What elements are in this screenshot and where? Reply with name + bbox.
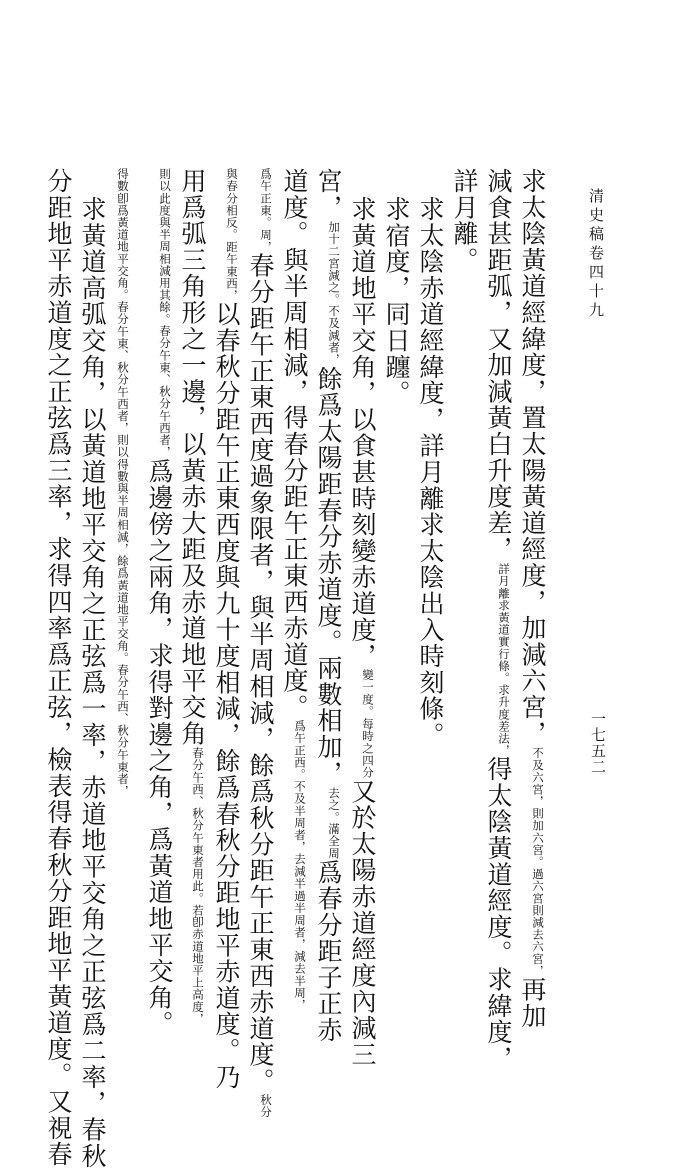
page-header-title: 清史稿卷四十九 [587,188,605,321]
main-text: 用爲弧三角形之一邊，以黃赤大距及赤道地平交角 [178,168,207,747]
annotation-line: 爲午正西。不及半周者，去減半 [293,720,307,890]
annotation-line: 不及減者， [327,305,341,366]
main-text: 爲春分距子正赤 [314,859,343,1044]
annotation-note [360,669,375,778]
text-column [114,168,130,797]
annotation-line: 去之。 [327,786,341,823]
annotation-line: 則以得數與半周相減，餘爲黃道地平交角。 [116,434,130,665]
text-column [248,168,273,1119]
annotation-line: 春分午西、秋分午東者用此。若 [191,746,205,917]
main-text: 爲邊傍之兩角，求得對邊之角，爲黃道地平交角。 [145,458,174,1038]
annotation-note [292,720,307,1010]
annotation-line: 過六宮則減去六宮， [531,867,545,977]
annotation-line: 加十二宮減之。 [327,220,341,306]
annotation-note [190,747,205,1025]
annotation-line: 不及六宮，則加六宮。 [531,746,545,868]
annotation-note [258,1094,273,1118]
annotation-note [496,563,511,757]
text-column [282,168,307,1011]
annotation-note [115,168,130,434]
text-column [520,168,545,1029]
annotation-line: 求升度差法， [497,683,511,757]
main-text: 春分距午正東西度過象限者，與半周相減，餘爲秋分距午正東西赤道度。 [246,252,275,1095]
annotation-note [326,787,341,860]
annotation-line: 變一度。 [361,669,375,718]
annotation-note [258,168,273,253]
main-text: 求太陰黃道經緯度，置太陽黃道經度，加減六宮， [518,168,547,747]
text-column [384,196,409,406]
main-text: 宮， [314,168,343,221]
text-column [46,168,71,1167]
annotation-line: 得數卽爲黃道地平交角。 [116,168,130,302]
annotation-note [326,221,341,366]
text-column [418,196,443,748]
main-text: 分距地平赤道度之正弦爲三率，求得四率爲正弦，檢表得春秋分距地平黃道度。又視春 [44,168,73,1168]
main-text: 詳月離。 [450,168,479,274]
annotation-line: 則以此度與半周相減用其餘。 [158,168,172,326]
text-column [180,168,205,1025]
page-number: 一七五二 [589,711,607,775]
main-text: 求宿度，同日躔。 [382,196,411,407]
annotation-line: 每時之四分 [361,717,375,779]
annotation-line: 卽赤道地平上高度， [191,916,205,1025]
main-text: 又於太陽赤道經度內減三 [348,778,377,1068]
annotation-line: 與春分相反。 [225,168,239,241]
annotation-line: 距午東西， [225,240,239,302]
main-text: 求太陰赤道經緯度，詳月離求太陰出入時刻條。 [416,196,445,749]
text-column [316,168,341,1043]
main-text: 減食甚距弧，又加減黃白升度差， [484,168,513,563]
main-text: 餘爲太陽距春分赤道度。兩數相加， [314,365,343,787]
text-column [214,168,239,1090]
annotation-note [224,168,239,301]
text-column [452,168,477,273]
main-text: 求黃道高弧交角，以黃道地平交角之正弦爲一率，赤道地平交角之正弦爲二率，春秋 [78,196,107,1169]
annotation-line: 過半周者，減去半周， [293,889,307,1011]
main-text: 得太陰黃道經度。求緯度， [484,756,513,1072]
text-column [147,168,172,1037]
main-text: 以春秋分距午正東西度與九十度相減，餘爲春秋分距地平赤道度。乃 [212,301,241,1091]
annotation-line: 詳月離求黃道實行條。 [497,562,511,684]
main-text: 求黃道地平交角，以食甚時刻變赤道度， [348,196,377,670]
annotation-note [115,434,130,797]
annotation-line: 周， [259,228,273,253]
main-text: 再加 [518,976,547,1030]
annotation-line: 滿全周 [327,822,341,860]
annotation-note [157,168,172,458]
annotation-line: 秋分 [259,1094,273,1119]
annotation-line: 春分午東、秋分午西者， [158,325,172,459]
text-column [80,196,105,1169]
text-column [486,168,511,1072]
text-column [350,196,375,1068]
main-text: 道度。與半周相減，得春分距午正東西赤道度。 [280,168,309,721]
annotation-line: 春分午東、秋分午西者， [116,301,130,435]
annotation-note [530,747,545,977]
annotation-line: 春分午西、秋分午東者， [116,664,130,798]
annotation-line: 爲午正東。 [259,168,273,229]
